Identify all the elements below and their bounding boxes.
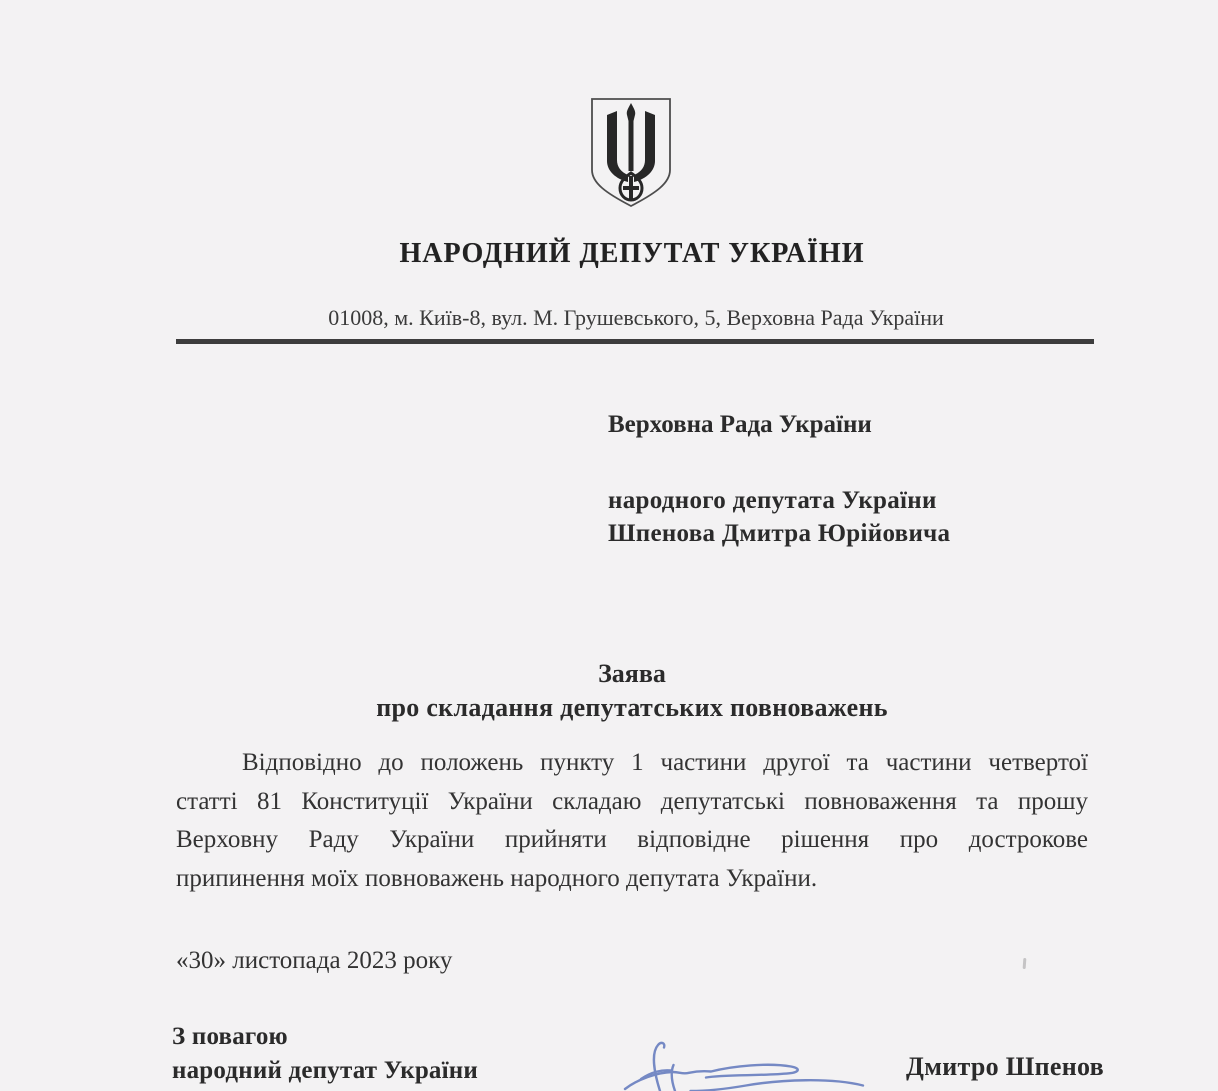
body-line: Відповідно до положень пункту 1 частини другої та частини четвертої: [242, 749, 1088, 776]
addressee-name: Шпенова Дмитра Юрійовича: [608, 520, 951, 547]
closing-role: народний депутат України: [172, 1057, 478, 1084]
addressee-organization: Верховна Рада України: [608, 411, 872, 438]
statement-title-block: [176, 657, 1088, 726]
closing-salutation: З повагою: [172, 1023, 288, 1050]
addressee-block: [608, 409, 1028, 550]
body-line: припинення моїх повноважень народного депутата України.: [176, 864, 818, 892]
body-line: статті 81 Конституції України складаю депутатські повноваження та прошу: [176, 787, 1088, 815]
page-title: НАРОДНИЙ ДЕПУТАТ УКРАЇНИ: [399, 238, 865, 269]
letterhead-divider: [176, 339, 1094, 344]
statement-title: Заява: [598, 659, 666, 688]
statement-date: «30» листопада 2023 року: [176, 947, 453, 974]
statement-body: [176, 744, 1088, 898]
closing-block: [172, 1020, 478, 1088]
coat-of-arms-icon: [585, 94, 677, 211]
signer-name: Дмитро Шпенов: [906, 1052, 1104, 1081]
body-line: Верховну Раду України прийняти відповідне рішення про дострокове: [176, 826, 1088, 853]
scan-artifact: [1023, 958, 1027, 969]
statement-subtitle: про складання депутатських повноважень: [376, 693, 888, 722]
letterhead-address: 01008, м. Київ-8, вул. М. Грушевського, 5, Верховна Рада України: [328, 305, 944, 330]
signature-ink: [605, 1038, 875, 1091]
addressee-gap: [608, 441, 1028, 484]
addressee-role: народного депутата України: [608, 487, 937, 514]
